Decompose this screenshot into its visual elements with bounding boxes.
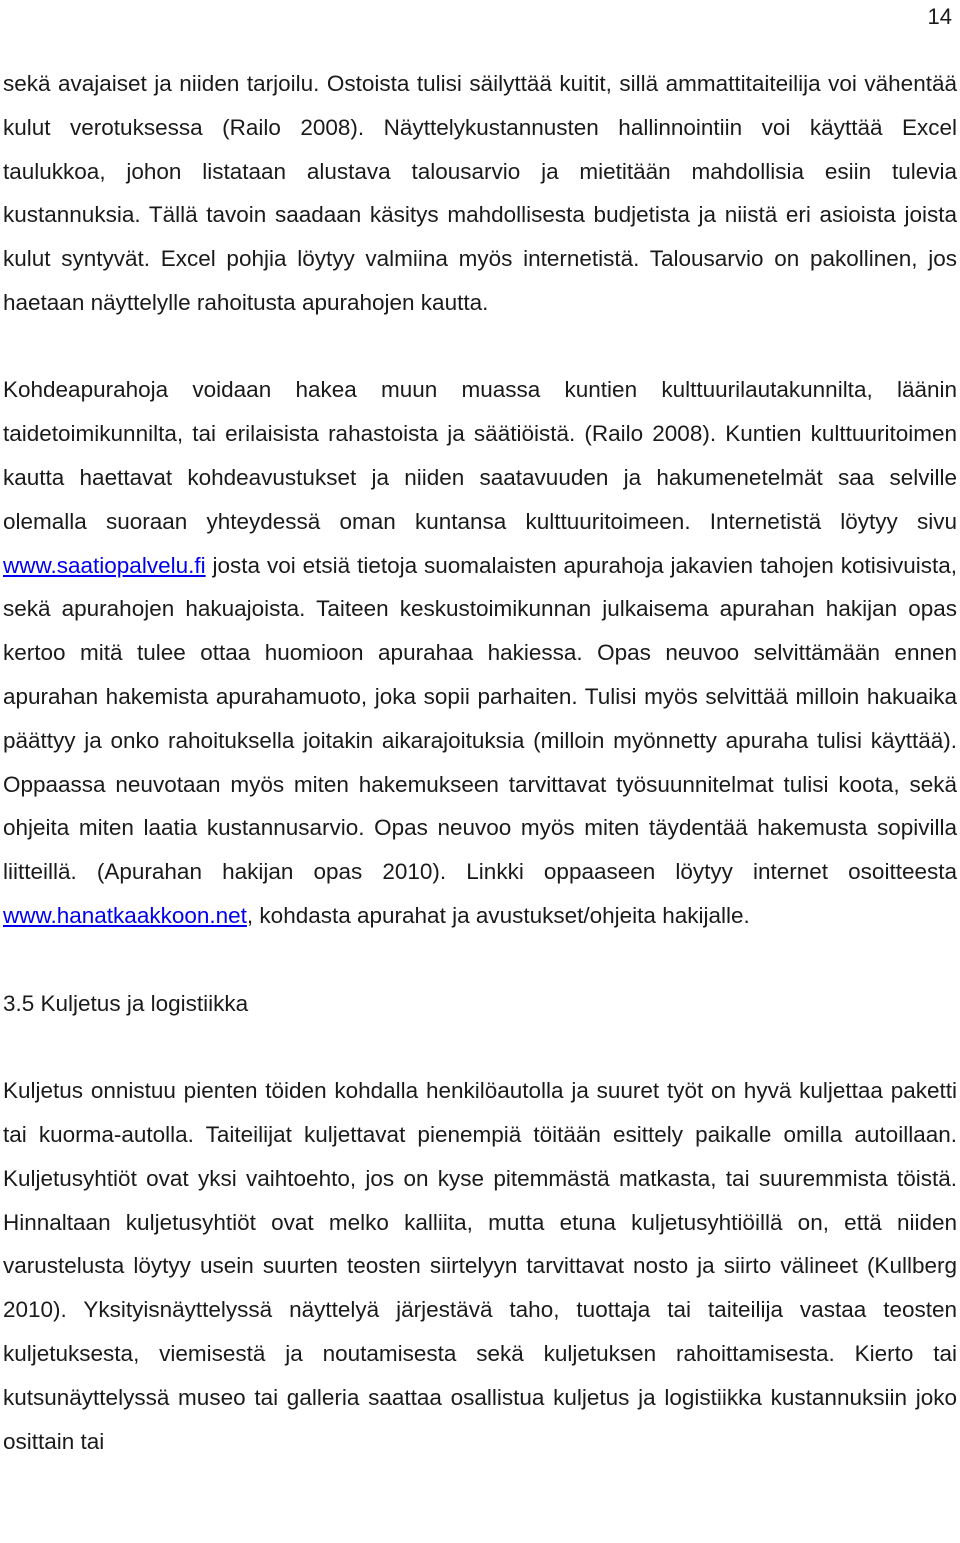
link-hanatkaakkoon[interactable]: www.hanatkaakkoon.net	[3, 902, 247, 928]
paragraph-transport: Kuljetus onnistuu pienten töiden kohdalla henkilöautolla ja suuret työt on hyvä kuljettaa paketti tai kuorma-autolla. Taiteilijat kuljettavat pienempiä töitään esittely paikalle omilla autoillaan. Kuljetusyhtiöt ovat yksi vaihtoehto, jos on kyse pitemmästä matkasta, tai suuremmista töistä. Hinnaltaan kuljetusyhtiöt ovat melko kalliita, mutta etuna kuljetusyhtiöillä on, että niiden varustelusta löytyy usein suurten teosten siirtelyyn tarvittavat nosto ja siirto välineet (Kullberg 2010). Yksityisnäyttelyssä näyttelyä järjestävä taho, tuottaja tai taiteilija vastaa teosten kuljetuksesta, viemisestä ja noutamisesta sekä kuljetuksen rahoittamisesta. Kierto tai kutsunäyttelyssä museo tai galleria saattaa osallistua kuljetus ja logistiikka kustannuksiin joko osittain tai	[3, 1078, 957, 1454]
paragraph-grants-text-2: josta voi etsiä tietoja suomalaisten apurahoja jakavien tahojen kotisivuista, sekä apurahojen hakuajoista. Taiteen keskustoimikunnan julkaisema apurahan hakijan opas kertoo mitä tulee ottaa huomioon apurahaa hakiessa. Opas neuvoo selvittämään ennen apurahan hakemista apurahamuoto, joka sopii parhaiten. Tulisi myös selvittää milloin hakuaika päättyy ja onko rahoituksella joitakin aikarajoituksia (milloin myönnetty apuraha tulisi käyttää). Oppaassa neuvotaan myös miten hakemukseen tarvittavat työsuunnitelmat tulisi koota, sekä ohjeita miten laatia kustannusarvio. Opas neuvoo myös miten täydentää hakemusta sopivilla liitteillä. (Apurahan hakijan opas 2010). Linkki oppaaseen löytyy internet osoitteesta	[3, 552, 957, 885]
page-number: 14	[927, 4, 952, 29]
paragraph-grants-text-3: , kohdasta apurahat ja avustukset/ohjeita hakijalle.	[246, 902, 750, 928]
paragraph-grants-text-1: Kohdeapurahoja voidaan hakea muun muassa kuntien kulttuurilautakunnilta, läänin taidetoimikunnilta, tai erilaisista rahastoista ja säätiöistä. (Railo 2008). Kuntien kulttuuritoimen kautta haettavat kohdeavustukset ja niiden saatavuuden ja hakumenetelmät saa selville olemalla suoraan yhteydessä oman kuntansa kulttuuritoimeen. Internetistä löytyy sivu	[3, 377, 957, 534]
section-heading: 3.5 Kuljetus ja logistiikka	[3, 990, 249, 1016]
link-saatiopalvelu[interactable]: www.saatiopalvelu.fi	[3, 552, 206, 578]
document-body	[3, 62, 957, 1463]
paragraph-grants	[3, 368, 957, 937]
paragraph-budget: sekä avajaiset ja niiden tarjoilu. Ostoista tulisi säilyttää kuitit, sillä ammattitaiteilija voi vähentää kulut verotuksessa (Railo 2008). Näyttelykustannusten hallinnointiin voi käyttää Excel taulukkoa, johon listataan alustava talousarvio ja mietitään mahdollisia esiin tulevia kustannuksia. Tällä tavoin saadaan käsitys mahdollisesta budjetista ja niistä eri asioista joista kulut syntyvät. Excel pohjia löytyy valmiina myös internetistä. Talousarvio on pakollinen, jos haetaan näyttelylle rahoitusta apurahojen kautta.	[3, 71, 957, 315]
